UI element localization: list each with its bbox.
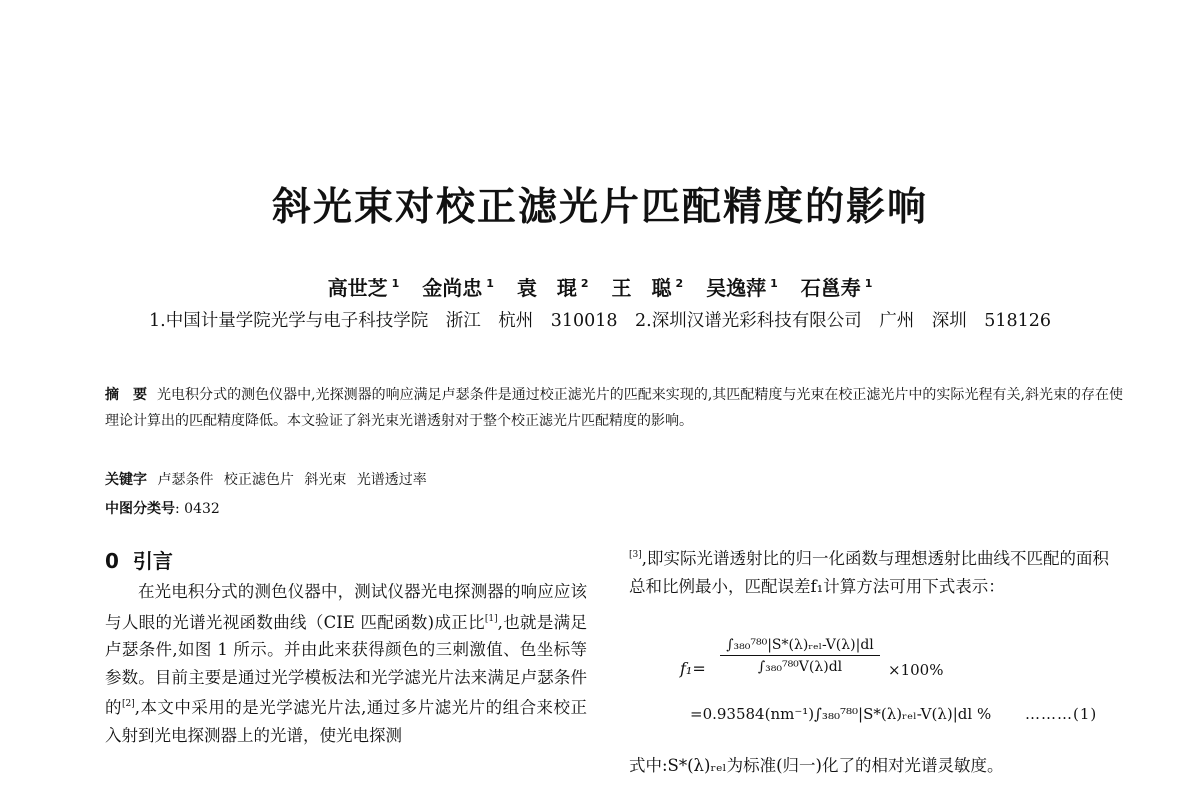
author-list: [0, 272, 1200, 301]
author-name: 吴逸萍: [706, 276, 767, 300]
equation-1-continued: [690, 705, 1130, 723]
keyword: 斜光束: [304, 472, 347, 488]
clc-value: : 0432: [175, 501, 220, 517]
author-affiliation-mark: 1: [770, 277, 778, 290]
author-name: 石邕寿: [800, 276, 861, 300]
author: [706, 276, 778, 300]
author-name: 袁 琨: [516, 276, 577, 300]
paper-title: 斜光束对校正滤光片匹配精度的影响: [271, 185, 928, 230]
clc-label: 中图分类号: [105, 501, 175, 517]
affiliations: 1.中国计量学院光学与电子科技学院 浙江 杭州 310018 2.深圳汉谱光彩科技有限公司 广州 深圳 518126: [149, 311, 1051, 331]
author-affiliation-mark: 2: [580, 277, 589, 290]
right-column: [629, 542, 1123, 600]
equation-denominator: ∫₃₈₀⁷⁸⁰V(λ)dl: [757, 659, 843, 675]
text-run: 在光电积分式的测色仪器中，测试仪器光电探测器的响应应该与人眼的光谱光视函数曲线（CIE 匹配函数)成正比: [105, 582, 587, 632]
equation-numerator: ∫₃₈₀⁷⁸⁰|S*(λ)ᵣₑₗ-V(λ)|dl: [720, 637, 880, 656]
section-title: 引言: [132, 549, 173, 573]
author-name: 王 聪: [611, 276, 672, 300]
equation-number: ………(1): [1025, 705, 1098, 723]
author-affiliation-mark: 1: [486, 277, 494, 290]
author: [422, 276, 494, 300]
abstract-text: 光电积分式的测色仪器中,光探测器的响应满足卢瑟条件是通过校正滤光片的匹配来实现的,其匹配精度与光束在校正滤光片中的实际光程有关,斜光束的存在使理论计算出的匹配精度降低。本文验证了斜光束光谱透射对于整个校正滤光片匹配精度的影响。: [105, 387, 1123, 429]
author-name: 高世芝: [327, 276, 388, 300]
equation-fraction: [720, 637, 880, 675]
author-affiliation-mark: 2: [675, 277, 684, 290]
equation-line-2: =0.93584(nm⁻¹)∫₃₈₀⁷⁸⁰|S*(λ)ᵣₑₗ-V(λ)|dl %: [690, 705, 992, 723]
paragraph: [629, 542, 1123, 600]
equation-1: [680, 637, 1000, 699]
citation: [2]: [121, 699, 135, 709]
author: [517, 276, 589, 300]
author: [328, 276, 400, 300]
citation: [1]: [484, 613, 498, 624]
author-affiliation-mark: 1: [391, 277, 400, 290]
left-column: [105, 578, 587, 749]
keywords: [105, 469, 427, 489]
equation-lhs: f₁=: [680, 659, 706, 678]
author-name: 金尚忠: [422, 276, 483, 300]
keyword: 校正滤色片: [223, 472, 294, 488]
section-heading: [105, 545, 173, 574]
author-affiliation-mark: 1: [864, 277, 873, 290]
author: [611, 276, 683, 300]
abstract-label: 摘 要: [105, 387, 148, 403]
keyword: 光谱透过率: [356, 472, 427, 488]
equation-explanation: 式中:S*(λ)ᵣₑₗ为标准(归一)化了的相对光谱灵敏度。: [629, 756, 1004, 775]
text-run: ,本文中采用的是光学滤光片法,通过多片滤光片的组合来校正入射到光电探测器上的光谱，使光电探测: [105, 698, 588, 745]
text-run: ,即实际光谱透射比的归一化函数与理想透射比曲线不匹配的面积总和比例最小，匹配误差f₁计算方法可用下式表示：: [629, 549, 1109, 596]
citation: [3]: [629, 550, 642, 560]
classification-number: [105, 498, 220, 518]
text-run: ,也就是满足卢瑟条件,如图 1 所示。并由此来获得颜色的三刺激值、色坐标等参数。目前主要是通过光学模板法和光学滤光片法来满足卢瑟条件的: [105, 612, 587, 717]
paragraph: [105, 578, 587, 749]
keyword: 卢瑟条件: [157, 472, 214, 488]
keywords-label: 关键字: [105, 472, 147, 488]
section-number: 0: [105, 549, 119, 573]
equation-factor: ×100%: [888, 661, 944, 679]
author: [801, 276, 873, 300]
abstract: [105, 382, 1123, 434]
